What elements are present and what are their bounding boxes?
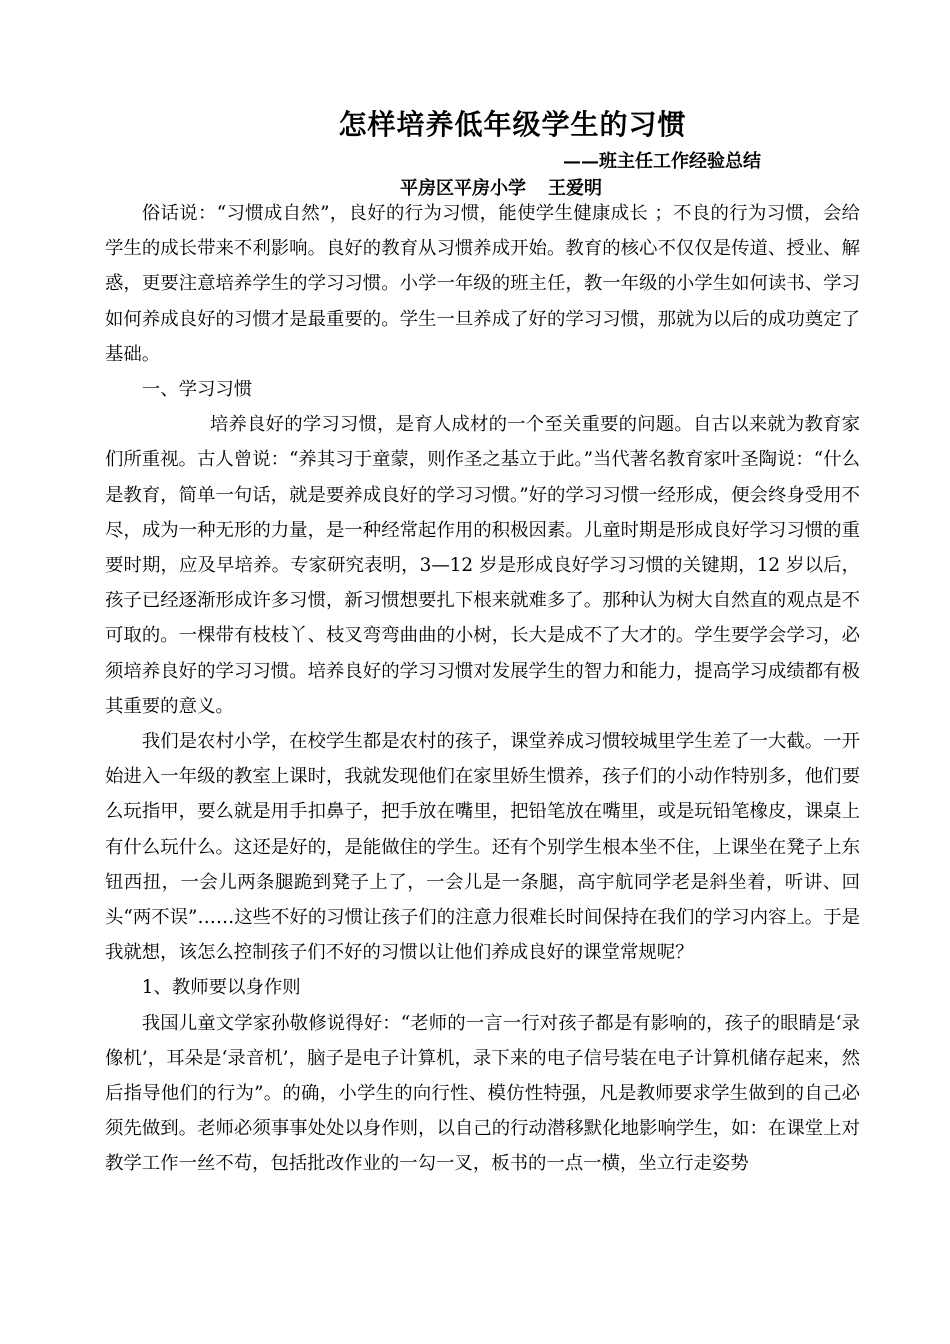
document-subtitle: ——班主任工作经验总结	[563, 151, 761, 172]
section-heading-study-habits: 一、学习习惯	[141, 379, 253, 401]
paragraph-rural-school: 我们是农村小学，在校学生都是农村的孩子，课堂养成习惯较城里学生差了一大截。一开始进入一年级的教室上课时，我就发现他们在家里娇生惯养，孩子们的小动作特别多，他们要么玩指甲，要么就是用手扣鼻子，把手放在嘴里，把铅笔放在嘴里，或是玩铅笔橡皮，课桌上有什么玩什么。这还是好的，是能做住的学生。还有个别学生根本坐不住，上课坐在凳子上东钮西扭，一会儿两条腿跪到凳子上了，一会儿是一条腿，高宇航同学老是斜坐着，听讲、回头“两不误”……这些不好的习惯让孩子们的注意力很难长时间保持在我们的学习内容上。于是我就想，该怎么控制孩子们不好的习惯以让他们养成良好的课堂常规呢？	[105, 731, 860, 964]
subheading-teacher-example: 1、教师要以身作则	[141, 977, 301, 999]
paragraph-study-habits: 培养良好的学习习惯，是育人成材的一个至关重要的问题。自古以来就为教育家们所重视。古人曾说：“养其习于童蒙，则作圣之基立于此。”当代著名教育家叶圣陶说：“什么是教育，简单一句话，就是要养成良好的学习习惯。”好的学习习惯一经形成，便会终身受用不尽，成为一种无形的力量，是一种经常起作用的积极因素。儿童时期是形成良好学习习惯的重要时期，应及早培养。专家研究表明，3—12 岁是形成良好学习习惯的关键期，12 岁以后，孩子已经逐渐形成许多习惯，新习惯想要扎下根来就难多了。那种认为树大自然直的观点是不可取的。一棵带有枝枝丫、枝叉弯弯曲曲的小树，长大是成不了大才的。学生要学会学习，必须培养良好的学习习惯。培养良好的学习习惯对发展学生的智力和能力，提高学习成绩都有极其重要的意义。	[105, 414, 860, 717]
paragraph-teacher-example: 我国儿童文学家孙敬修说得好：“老师的一言一行对孩子都是有影响的，孩子的眼睛是‘录像机’，耳朵是‘录音机’，脑子是电子计算机，录下来的电子信号装在电子计算机储存起来，然后指导他们的行为”。的确，小学生的向行性、模仿性特强，凡是教师要求学生做到的自己必须先做到。老师必须事事处处以身作则，以自己的行动潜移默化地影响学生，如：在课堂上对教学工作一丝不苟，包括批改作业的一勾一叉，板书的一点一横，坐立行走姿势	[105, 1012, 860, 1175]
document-title: 怎样培养低年级学生的习惯	[338, 108, 687, 141]
author-name: 王爱明	[548, 178, 602, 199]
document-page	[105, 0, 860, 1344]
document-body	[105, 196, 860, 1182]
author-school: 平房区平房小学	[400, 178, 526, 199]
paragraph-intro: 俗话说：“习惯成自然”，良好的行为习惯，能使学生健康成长 ；不良的行为习惯，会给学生的成长带来不利影响。良好的教育从习惯养成开始。教育的核心不仅仅是传道、授业、解惑，更要注意培养学生的学习习惯。小学一年级的班主任，教一年级的小学生如何读书、学习如何养成良好的习惯才是最重要的。学生一旦养成了好的学习习惯，那就为以后的成功奠定了基础。	[105, 203, 860, 365]
